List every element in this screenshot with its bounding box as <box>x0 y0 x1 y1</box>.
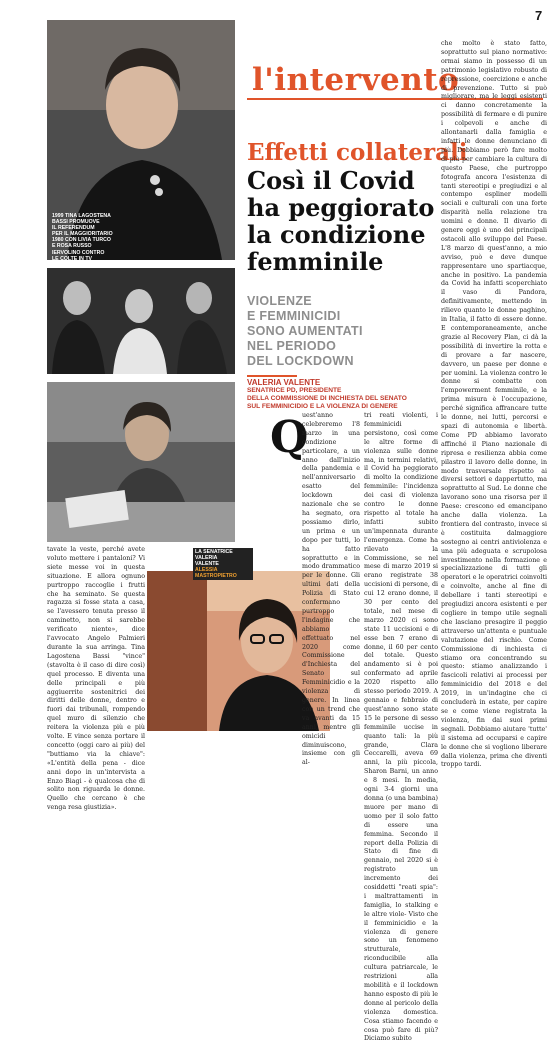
headline-line: Così il Covid <box>247 166 415 195</box>
desk-photo <box>47 382 235 542</box>
summary-line: DEL LOCKDOWN <box>247 354 354 368</box>
author-role <box>247 387 447 410</box>
left-column-text: tavate la veste, perché avete voluto mettere i pantaloni? Vi siete messe voi in questa situazione. E allora ognuno purtroppo raccoglie i frutti che ha seminato. Se questa ragazza si fosse stata a casa, se l'avessero tenuta presso il caminetto, non si sarebbe verificato niente», dice l'avvocato Angelo Palmieri durante la sua arringa. Tina Lagostena Bassi "vince" (stavolta è il caso di dire così) quel processo. E diventa una delle principali e più aggiuerrite sostenitrici dei diritti delle donne, dentro e fuori dai tribunali, rompendo quel muro di silenzio che reitera la violenza più e più volte. E vince senza portare il concetto (oggi caro ai più) del "buttiamo via la chiave": «L'entità della pena - dice anni dopo in un'intervista a Enzo Biagi - è qualcosa che di solito non riguarda le donne. Quello che cercano è che venga resa giustizia». <box>47 546 145 812</box>
group-photo <box>47 268 235 374</box>
caption-line: BASSI PROMUOVE <box>52 219 100 226</box>
author-name: VALERIA VALENTE <box>247 378 321 387</box>
caption-line: MASTROPIETRO <box>195 573 237 580</box>
body-column-1: uest'anno celebreremo l'8 marzo in una condizione particolare, a un anno dall'inizio della pandemia e nell'anniversario esatto del lockdown nazionale che se ha segnato, ora possiamo dirlo, un prima e un dopo per tutti, lo ha fatto soprattutto e in modo drammatico per le donne. Gli ultimi dati della Polizia di Stato confermano purtroppo l'indagine che abbiamo effettuato nel 2020 come Commissione d'Inchiesta del Senato sul Femminicidio e la violenza di genere. In linea con un trend che va avanti da 15 anni, mentre gli omicidi diminuiscono, insieme con gli al- <box>302 412 360 767</box>
caption-line: E ROSA RUSSO <box>52 243 92 250</box>
caption-line: PER IL MAGGIORITARIO <box>52 231 113 238</box>
caption-box <box>193 548 253 580</box>
caption-line: IL REFERENDUM <box>52 225 95 232</box>
caption-line: 1980 CON LIVIA TURCO <box>52 237 111 244</box>
caption-line: 1999 TINA LAGOSTENA <box>52 213 111 219</box>
caption-line: LE COLTE IN TV <box>52 255 92 262</box>
section-label: l'intervento <box>252 62 460 98</box>
caption-line: VALENTE <box>195 561 219 568</box>
role-line: DELLA COMMISSIONE DI INCHIESTA DEL SENATO <box>247 394 407 402</box>
headline-line: femminile <box>247 247 384 276</box>
caption-line: VALERIA <box>195 555 218 562</box>
byline-rule <box>247 375 297 377</box>
desk-illustration <box>47 382 235 542</box>
caption-line: ALESSIA <box>195 567 218 574</box>
summary-line: NEL PERIODO <box>247 339 337 353</box>
body-column-2-continued: Visto che il femminicidio e la violenza di genere sono un fenomeno strutturale, riconducibile alla cultura patriarcale, le restrizioni alla mobilità e il lockdown hanno esposto di più le donne al pericolo della violenza domestica. Cosa stiamo facendo e cosa può fare di più? Diciamo subito <box>364 910 438 1043</box>
headline-line: la condizione <box>247 220 426 249</box>
role-line: SENATRICE PD, PRESIDENTE <box>247 387 342 394</box>
summary-line: VIOLENZE <box>247 294 312 308</box>
body-column-2 <box>364 412 438 1043</box>
caption-line: IN BASSO <box>52 261 78 268</box>
role-line: SUL FEMMINICIDIO E LA VIOLENZA DI GENERE <box>247 402 398 410</box>
body-column-3: che molto è stato fatto, soprattutto sul piano normativo: ormai siamo in possesso di un patrimonio legislativo robusto di repressione, coercizione e anche di prevenzione. Tutto si può migliorare, ma le leggi esistenti ci danno concretamente la possibilità di fermare e di punire i colpevoli e anche di allontanarli dalla famiglia e infatti le donne denunciano di più. Dobbiamo però fare molto di più per cambiare la cultura di questo Paese, che purtroppo fotografa ancora l'esistenza di tanti stereotipi e pregiudizi e al contempo espliner modelli sociali e culturali con una forte disparità nella relazione tra uomini e donne. Il divario di genere oggi è uno dei principali ostacoli allo sviluppo del Paese. L'8 marzo di quest'anno, a mio avviso, può e deve dunque rappresentare uno spartiacque, anche in positivo. La pandemia da Covid ha infatti scoperchiato il vaso di Pandora, definitivamente, mettendo in rilievo quanto le donne paghino, in Italia, il fatto di essere donne. E contemporaneamente, anche grazie al Recovery Plan, ci dà la possibilità di invertire la rotta e di provare a far nascere, davvero, un paese per donne e per uomini. La violenza contro le donne si combatte con l'empowerment femminile, e la prima misura è l'occupazione, perché significa affrancare tutte le donne, nei lutti, percorsi e spazi di autonomia e libertà. Come PD abbiamo lavorato affinché il Piano nazionale di ripresa e resilienza abbia come pilastro il lavoro delle donne, in modo trasversale rispetto ai diversi settori e dappertutto, ma soprattutto al Sud. Le donne che lavorano sono una risorsa per il Paese: crescono ed emancipano anche dalla violenza. La frontiera del contrasto, invece si è costituita dalmaggiore sostegno ai centri antiviolenza e una più adeguata e scrupolosa investimento nella formazione e specializzazione di tutti gli operatori e le operatrici coinvolti e coinvolte, anche al fine di debellare i tanti stereotipi e pregiudizi ancora esistenti e per cogliere in tempo utile segnali che lasciano presagire il peggio attraverso un'attenta e puntuale valutazione del rischio. Come Commissione di inchiesta ci stiamo ora concentrando su questo: stiamo analizzando i fascicoli relativi ai processi per femminicidio del 2018 e del 2019, in un'indagine che ci concluderà in estate, per capire se e come viene registrata la violenza, fin dai suoi primi segnali. Dobbiamo aiutare 'tutte' il sistema ad occuparsi e capire le donne che si vogliono liberare dalla violenza, prima che diventi troppo tardi. <box>441 40 547 769</box>
summary-line: E FEMMINICIDI <box>247 309 341 323</box>
summary <box>247 294 447 369</box>
caption-line: LA SENATRICE <box>195 549 233 555</box>
drop-cap: Q <box>270 412 309 463</box>
caption-line: IERVOLINO CONTRO <box>52 249 105 256</box>
headline-line: ha peggiorato <box>247 193 435 222</box>
page-number: 7 <box>535 8 543 23</box>
photo4-caption <box>193 548 253 580</box>
subkicker: Effetti collaterali <box>247 139 468 166</box>
group-illustration <box>47 268 235 374</box>
summary-line: SONO AUMENTATI <box>247 324 363 338</box>
body-column-2-text: tri reati violenti, i femminicidi persistono, così come le altre forme di violenza sulle donne ma, in termini relativi, il Covid ha peggiorato di molto la condizione femminile: l'incidenza dei casi di violenza contro le donne rispetto al totale ha infatti subito un'impennata durante l'emergenza. Come ha rilevato la Commissione, se nel mese di marzo 2019 si erano registrate 38 uccisioni di persone, di cui 12 erano donne, il 30 per cento del totale, nel mese di marzo 2020 ci sono state 11 uccisioni e di esse ben 7 erano di donne, il 60 per cento del totale. Questo andamento si è poi confermato ad aprile 2020 rispetto allo stesso periodo 2019. A gennaio e febbraio di quest'anno sono state 15 le persone di sesso femminile uccise in quanto tali: la più grande, Clara Ceccarelli, aveva 69 anni, la più piccola, Sharon Barni, un anno e 8 mesi. In media, ogni 3-4 giorni una donna (o una bambina) muore per mano di uomo per il solo fatto di essere una femmina. Secondo il report della Polizia di Stato di fine di gennaio, nel 2020 si è registrato un incremento dei cosiddetti "reati spia": i maltrattamenti in famiglia, lo stalking e le altre viole- <box>364 412 438 918</box>
